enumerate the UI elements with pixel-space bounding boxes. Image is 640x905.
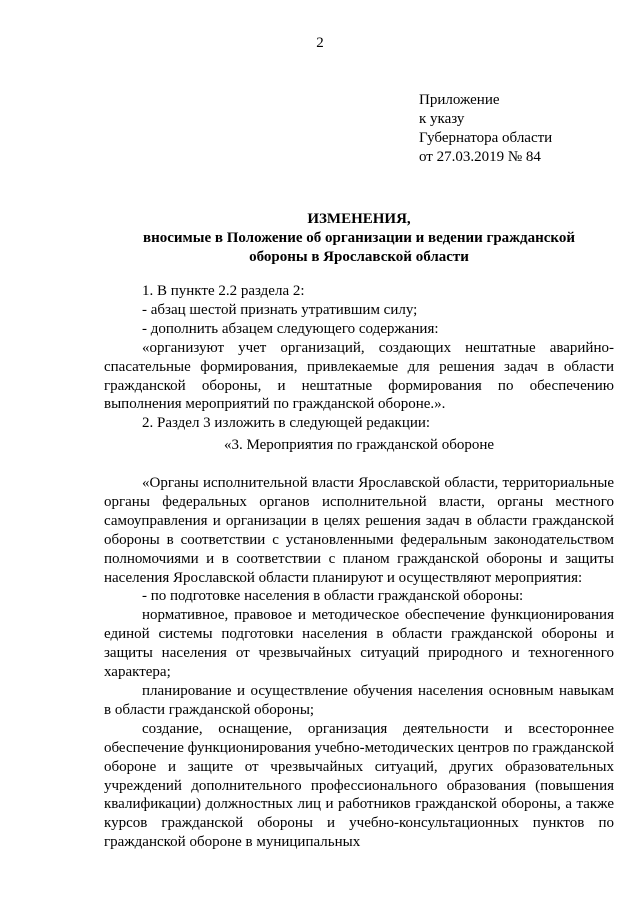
paragraph: «Органы исполнительной власти Ярославской области, территориальные органы федеральных органов исполнительной власти, органы местного самоуправления и организации в целях решения задач в области гражданской обороны в соответствии с установленными федеральным законодательством полномочиями и в соответствии с планом гражданской обороны и защиты населения Ярославской области планируют и осуществляют мероприятия:	[104, 475, 614, 586]
body-part-1	[104, 282, 614, 433]
paragraph: 2. Раздел 3 изложить в следующей редакции:	[142, 415, 431, 432]
paragraph: - дополнить абзацем следующего содержания:	[142, 320, 439, 337]
paragraph: планирование и осуществление обучения населения основным навыкам в области гражданской обороны;	[104, 682, 614, 718]
appendix-line-1: Приложение	[419, 92, 500, 108]
paragraph: создание, оснащение, организация деятельности и всестороннее обеспечение функционирования учебно-методических центров по гражданской обороне и защите от чрезвычайных ситуаций, других образовательных учреждений дополнительного профессионального образования (повышения квалификации) должностных лиц и работников гражданской обороны, а также курсов гражданской обороны и учебно-консультационных пунктов по гражданской обороне в муниципальных	[104, 720, 614, 851]
paragraph: - абзац шестой признать утратившим силу;	[142, 301, 418, 318]
paragraph: - по подготовке населения в области гражданской обороны:	[142, 588, 524, 605]
title-subtitle-line-1: вносимые в Положение об организации и ведении гражданской	[142, 230, 576, 246]
document-title	[104, 210, 614, 267]
paragraph: «организуют учет организаций, создающих нештатные аварийно-спасательные формирования, привлекаемые для решения задач в области гражданской обороны, и нештатные формирования по обеспечению выполнения мероприятий по гражданской обороне.».	[104, 339, 614, 413]
title-heading: ИЗМЕНЕНИЯ,	[307, 211, 411, 227]
appendix-line-3: Губернатора области	[419, 130, 553, 146]
page-number: 2	[316, 35, 324, 51]
body-part-2	[104, 474, 614, 852]
appendix-line-4: от 27.03.2019 № 84	[419, 149, 541, 165]
title-subtitle-line-2: обороны в Ярославской области	[249, 249, 469, 265]
section-heading: «3. Мероприятия по гражданской обороне	[223, 437, 495, 453]
paragraph: 1. В пункте 2.2 раздела 2:	[142, 283, 305, 299]
paragraph: нормативное, правовое и методическое обеспечение функционирования единой системы подготовки населения в области гражданской обороны и защиты населения от чрезвычайных ситуаций природного и техногенного характера;	[104, 607, 614, 681]
appendix-line-2: к указу	[419, 111, 465, 127]
appendix-block	[419, 91, 552, 167]
